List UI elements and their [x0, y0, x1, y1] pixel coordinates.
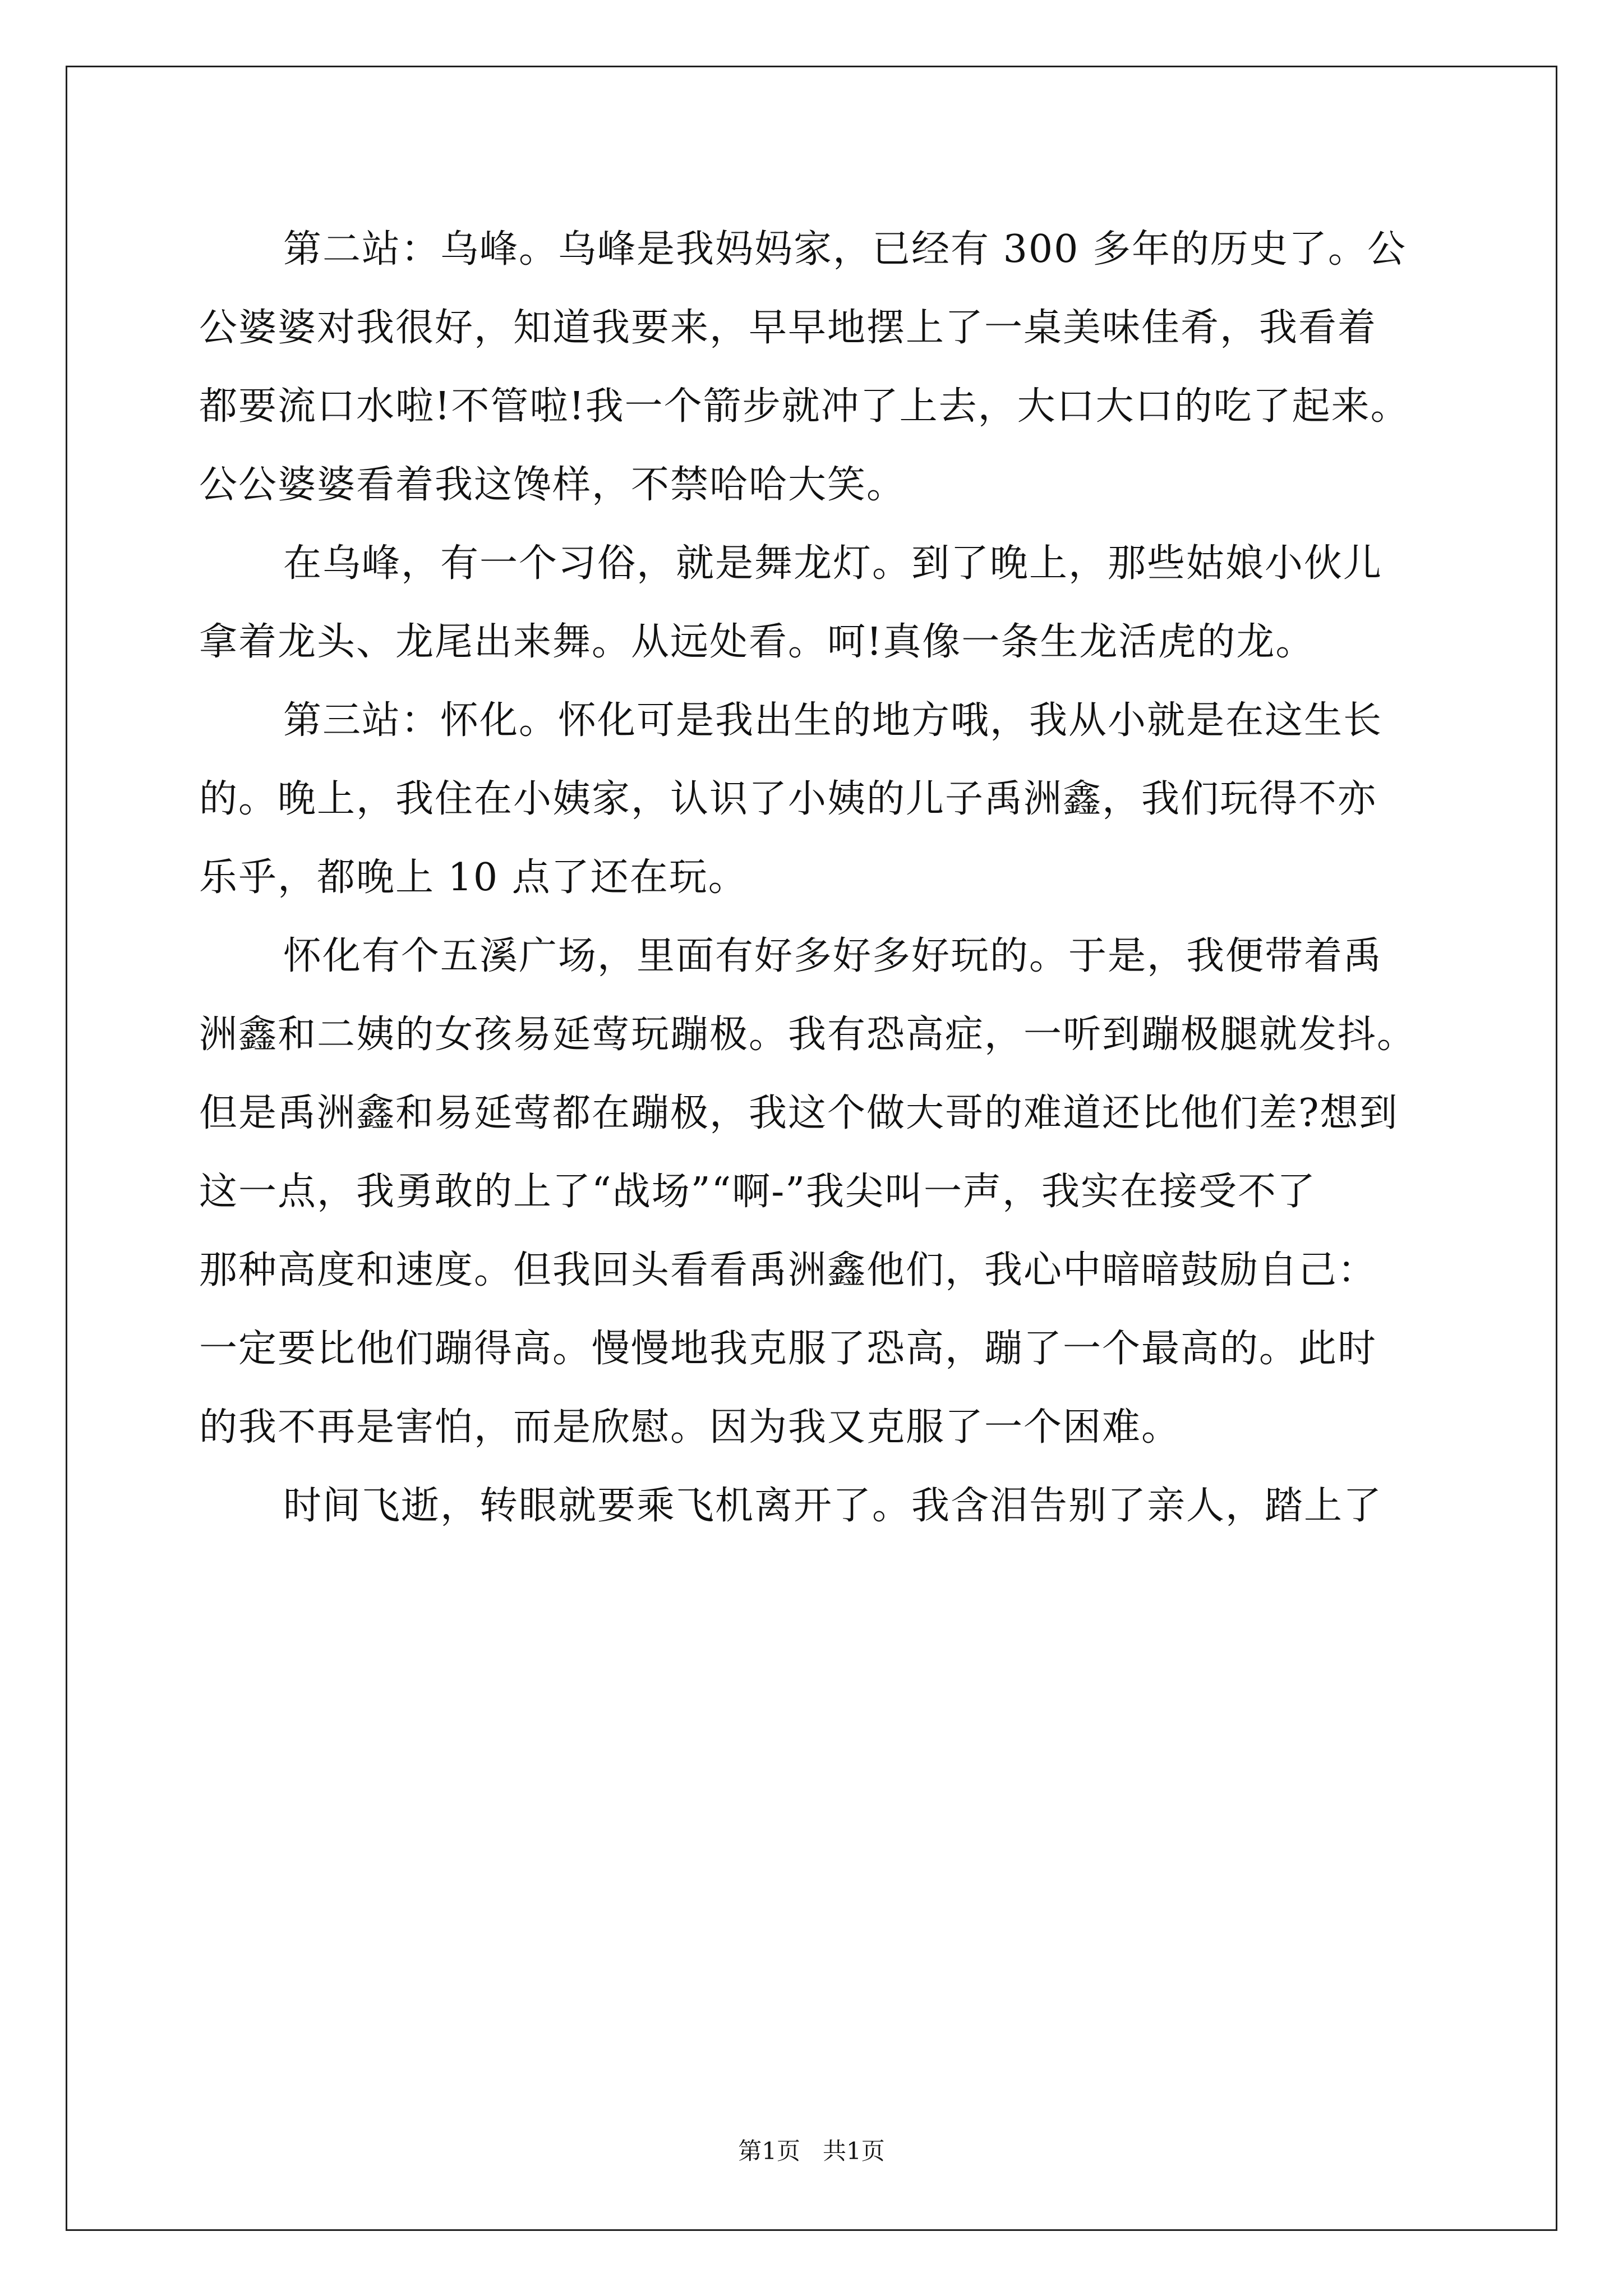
page-number-footer: 第1页 共1页 — [738, 2137, 885, 2165]
text-line: 但是禹洲鑫和易延莺都在蹦极，我这个做大哥的难道还比他们差?想到 — [199, 1091, 1399, 1135]
text-line: 乐乎，都晚上 10 点了还在玩。 — [199, 855, 748, 900]
text-line: 都要流口水啦!不管啦!我一个箭步就冲了上去，大口大口的吃了起来。 — [199, 384, 1410, 429]
text-line: 怀化有个五溪广场，里面有好多好多好玩的。于是，我便带着禹 — [283, 934, 1383, 978]
text-line: 公婆婆对我很好，知道我要来，早早地摆上了一桌美味佳肴，我看着 — [199, 306, 1377, 350]
text-line: 这一点，我勇敢的上了“战场”“啊-”我尖叫一声，我实在接受不了 — [199, 1170, 1317, 1214]
text-line: 时间飞逝，转眼就要乘飞机离开了。我含泪告别了亲人，踏上了 — [283, 1484, 1383, 1528]
text-line: 第三站：怀化。怀化可是我出生的地方哦，我从小就是在这生长 — [283, 698, 1383, 743]
text-line: 拿着龙头、龙尾出来舞。从远处看。呵!真像一条生龙活虎的龙。 — [199, 620, 1315, 664]
document-body — [199, 210, 1469, 1545]
text-line: 洲鑫和二姨的女孩易延莺玩蹦极。我有恐高症，一听到蹦极腿就发抖。 — [199, 1013, 1417, 1057]
text-line: 在乌峰，有一个习俗，就是舞龙灯。到了晚上，那些姑娘小伙儿 — [283, 541, 1383, 586]
text-line: 那种高度和速度。但我回头看看禹洲鑫他们，我心中暗暗鼓励自己： — [199, 1248, 1377, 1292]
text-line: 公公婆婆看着我这馋样，不禁哈哈大笑。 — [199, 463, 906, 507]
text-line: 的我不再是害怕，而是欣慰。因为我又克服了一个困难。 — [199, 1405, 1181, 1450]
text-line: 第二站：乌峰。乌峰是我妈妈家，已经有 300 多年的历史了。公 — [283, 227, 1407, 272]
text-line: 一定要比他们蹦得高。慢慢地我克服了恐高，蹦了一个最高的。此时 — [199, 1327, 1377, 1371]
text-line: 的。晚上，我住在小姨家，认识了小姨的儿子禹洲鑫，我们玩得不亦 — [199, 777, 1377, 821]
